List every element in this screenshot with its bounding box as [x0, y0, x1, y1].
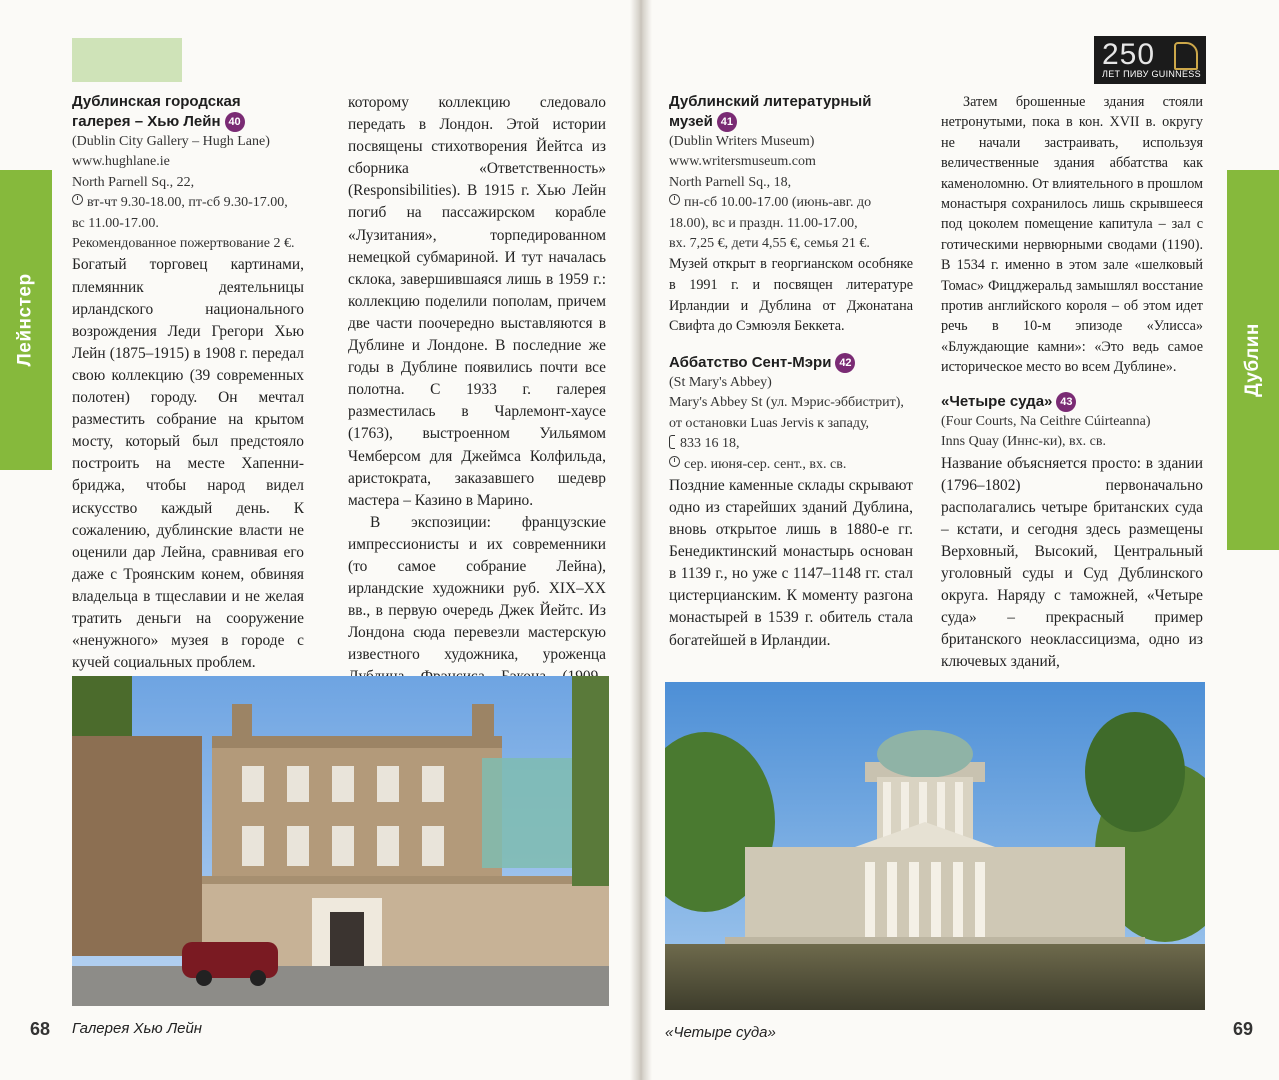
admission-fee: вх. 7,25 €, дети 4,55 €, семья 21 €. [669, 236, 870, 252]
map-marker-badge: 40 [225, 112, 245, 132]
body-paragraph: В экспозиции: французские импрессионисты и их современники (то самое собрание Лейна), ирландские художники руб. XIX–XX вв., в первую очередь Джек Йейтс. Из Лондона сюда перевезли мастерскую известного художника, уроженца [348, 513, 606, 664]
body-paragraph: Поздние каменные склады скрывают одно из старейших зданий Дублина, вновь открытое лишь в 1880-е гг. Бенедиктинский монастырь основан в 1139 г., но уже с 1147–1148 гг. стал цистерцианским. К моменту разгона монастырей в 1539 г. обитель стала богатейшей в Ирландии. [669, 476, 913, 649]
entry-info [941, 412, 1203, 453]
page-number: 69 [1233, 1019, 1254, 1039]
address: North Parnell Sq., 18, [669, 174, 792, 190]
entry-title: «Четыре суда» 43 [941, 392, 1203, 412]
tab-label: Лейнстер [15, 273, 37, 367]
body-paragraph: которому коллекцию следовало передать в Лондон. Этой истории посвящены стихотворения Йейтса из сборника «Ответственность» (Responsibilities). В 1915 г. Хью Лейн погиб на пассажирском корабле «Лузитания», торпедированном немецкой субмариной. И тут началась склока, завершившаяся лишь в 1959 г.: коллекцию поделили пополам, причем две части поочередно выставляются в Дублине и Лондоне. В последние же годы в Дублине появились почти все полотна. С 1933 г. галерея разместилась в Чарлемонт-хаусе (1763), выстроенном Уильямом Чемберсом для Джеймса Колфильда, аристократа, заказавшего шедевр мастера – Казино в Марино. [348, 94, 606, 509]
body-paragraph: Богатый торговец картинами, племянник деятельницы ирландского национального возрождения Леди Грегори Хью Лейн (1875–1915) в 1908 г. передал свою коллекцию (39 современных полотен) городу. Он мечтал разместить собрание на крытом мосту, который был предстояло построить на месте Хапенни-бриджа, чтобы народ видел искусство каждый день. К сожалению, дублинские власти не оценили дар Лейна, сравнивая его даже с Троянским конем, обвиняя владельца в тщеславии и не желая тратить деньги на сооружение «ненужного» музея в городе с кучей социальных проблем. [72, 256, 304, 672]
map-marker-badge: 43 [1056, 392, 1076, 412]
tab-label: Дублин [1242, 323, 1264, 397]
opening-hours: вт-чт 9.30-18.00, пт-сб 9.30-17.00, вс 11.00-17.00. [72, 195, 288, 231]
entry-info [669, 373, 913, 475]
corner-label-block [72, 38, 182, 82]
alt-name: (Dublin Writers Museum) [669, 134, 815, 150]
opening-hours: сер. июня-сер. сент., вх. св. [684, 456, 847, 472]
body-paragraph: Затем брошенные здания стояли нетронутыми, пока в кон. XVII в. округу не начали застраивать, используя величественные здания аббатства как каменоломню. От влиятельного в прошлом монастыря сохранилось лишь скрывшееся под цоколем помещение капитула – зал с готическими нервюрными сводами (1190). В 1534 г. именно в этом зале «шелковый Томас» Фицджеральд замышлял восстание против английского короля – об этом идет речь в 10-м эпизоде «Улисса» «Блуждающие камни»: «Это ведь самое историческое место во всем Дублине». [941, 94, 1203, 376]
right-column-2 [941, 92, 1203, 673]
right-column-1 [669, 92, 913, 652]
alt-name: (St Mary's Abbey) [669, 374, 772, 390]
map-marker-badge: 42 [835, 353, 855, 373]
photo-caption: «Четыре суда» [665, 1024, 776, 1041]
book-gutter [630, 0, 652, 1080]
clock-icon [669, 456, 680, 467]
address: Inns Quay (Иннс-ки), вх. св. [941, 434, 1106, 450]
left-column-2 [348, 92, 606, 711]
entry-title: Дублинский литературный музей 41 [669, 92, 913, 132]
photo-four-courts [665, 682, 1205, 1010]
phone-icon [669, 435, 675, 449]
map-marker-badge: 41 [717, 112, 737, 132]
website-link[interactable]: www.writersmuseum.com [669, 154, 816, 170]
address: North Parnell Sq., 22, [72, 174, 195, 190]
page-number: 68 [30, 1019, 51, 1039]
section-tab-leinster [0, 170, 52, 470]
photo-hugh-lane-gallery [72, 676, 609, 1006]
left-page [0, 0, 637, 1080]
right-page [641, 0, 1279, 1080]
clock-icon [669, 194, 680, 205]
body-paragraph: Название объясняется просто: в здании (1796–1802) первоначально располагались четыре британских суда – кстати, и сегодня здесь размещены Верховный, Высокий, Центральный уголовный суды и Суд Дублинского округа. Наряду с таможней, «Четыре суда» – прекрасный пример британского неоклассицизма, одно из ключевых зданий, [941, 454, 1203, 671]
alt-name: (Dublin City Gallery – Hugh Lane) [72, 134, 270, 150]
opening-hours: пн-сб 10.00-17.00 (июнь-авг. до 18.00), вс и праздн. 11.00-17.00, [669, 195, 872, 231]
left-column-1 [72, 92, 304, 741]
alt-name: (Four Courts, Na Ceithre Cúirteanna) [941, 413, 1151, 429]
body-paragraph: Музей открыт в георгианском особняке в 1991 г. и посвящен литературе Ирландии и Дублина от Джонатана Свифта до Сэмюэля Беккета. [669, 256, 913, 335]
website-link[interactable]: www.hughlane.ie [72, 154, 170, 170]
address: Mary's Abbey St (ул. Мэрис-эббистрит), от остановки Luas Jervis к западу, [669, 395, 904, 431]
photo-caption: Галерея Хью Лейн [72, 1020, 203, 1037]
harp-icon [1174, 42, 1198, 70]
phone-number: 833 16 18, [680, 436, 740, 452]
entry-title: Дублинская городская галерея – Хью Лейн 40 [72, 92, 304, 132]
entry-title: Аббатство Сент-Мэри 42 [669, 353, 913, 373]
admission-fee: Рекомендованное пожертвование 2 €. [72, 236, 295, 252]
entry-info [72, 132, 304, 254]
clock-icon [72, 194, 83, 205]
section-tab-dublin [1227, 170, 1279, 550]
guinness-250-logo: 250 ЛЕТ ПИВУ GUINNESS [1094, 36, 1206, 84]
entry-info [669, 132, 913, 254]
